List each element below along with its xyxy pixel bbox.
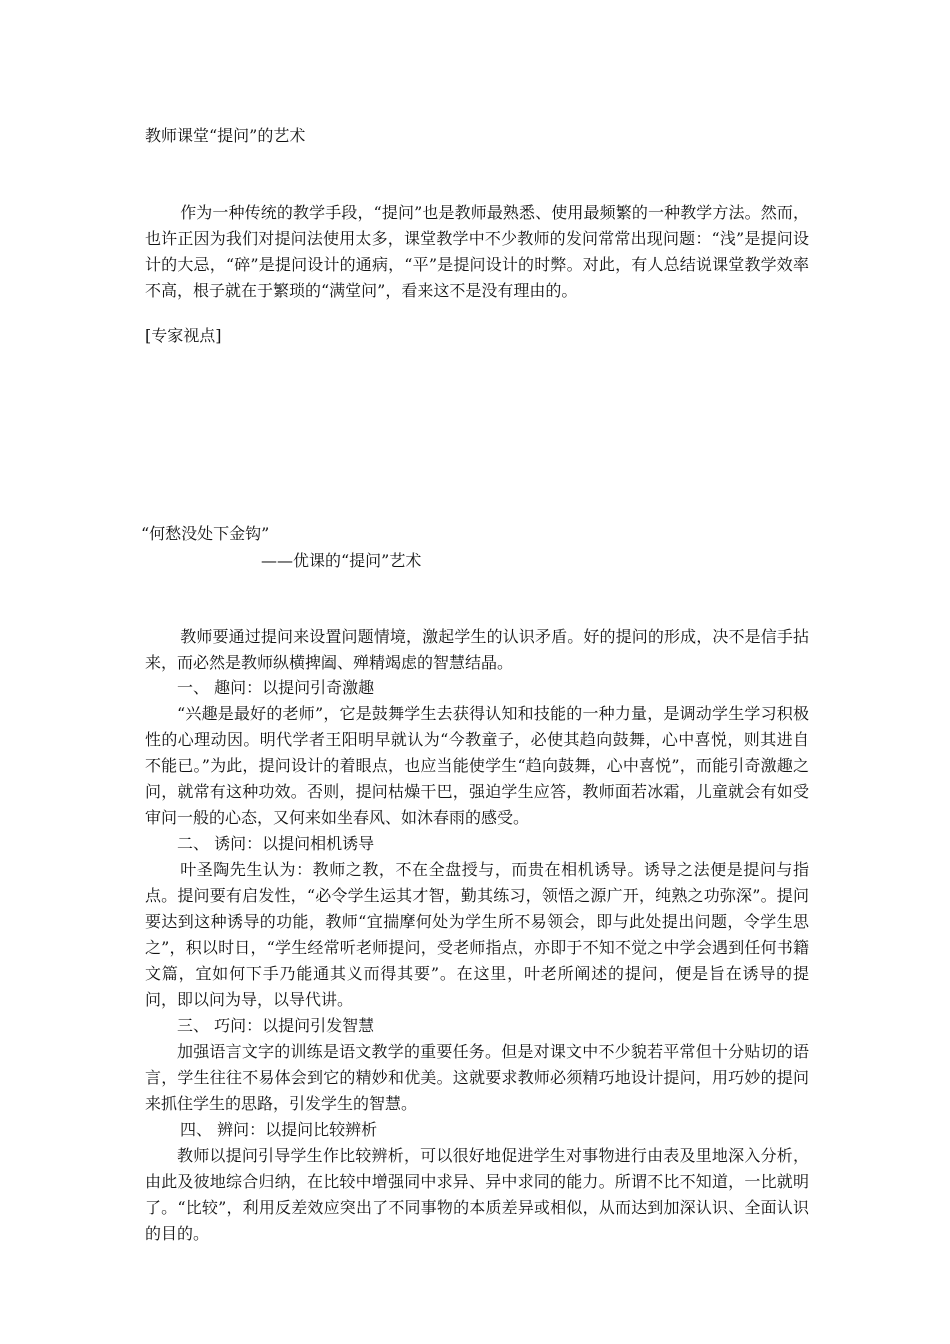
- article-title: “何愁没处下金钩”: [141, 524, 270, 543]
- section-heading-2: 二、 诱问：以提问相机诱导: [177, 834, 375, 853]
- article-subtitle: ——优课的“提问”艺术: [261, 551, 422, 570]
- document-title: 教师课堂“提问”的艺术: [145, 126, 306, 145]
- section-body-4: 教师以提问引导学生作比较辨析，可以很好地促进学生对事物进行由表及里地深入分析，由此及彼地综合归纳，在比较中增强同中求异、异中求同的能力。所谓不比不知道，一比就明了。“比较”，利用反差效应突出了不同事物的本质差异或相似，从而达到加深认识、全面认识的目的。: [145, 1146, 809, 1243]
- section-heading-3: 三、 巧问：以提问引发智慧: [177, 1016, 375, 1035]
- intro-paragraph: 作为一种传统的教学手段，“提问”也是教师最熟悉、使用最频繁的一种教学方法。然而，也许正因为我们对提问法使用太多，课堂教学中不少教师的发问常常出现问题：“浅”是提问设计的大忌，“碎”是提问设计的通病，“平”是提问设计的时弊。对此，有人总结说课堂教学效率不高，根子就在于繁琐的“满堂问”，看来这不是没有理由的。: [145, 203, 809, 300]
- section-heading-1: 一、 趣问：以提问引奇激趣: [177, 678, 375, 697]
- article-intro-paragraph: 教师要通过提问来设置问题情境，激起学生的认识矛盾。好的提问的形成，决不是信手拈来，而必然是教师纵横捭阖、殚精竭虑的智慧结晶。: [145, 627, 809, 672]
- section-body-2: 叶圣陶先生认为：教师之教，不在全盘授与，而贵在相机诱导。诱导之法便是提问与指点。提问要有启发性，“必令学生运其才智，勤其练习，领悟之源广开，纯熟之功弥深”。提问要达到这种诱导的功能，教师“宜揣摩何处为学生所不易领会，即与此处提出问题，令学生思之”，积以时日，“学生经常听老师提问，受老师指点，亦即于不知不觉之中学会遇到任何书籍文篇，宜如何下手乃能通其义而得其要”。在这里，叶老所阐述的提问，便是旨在诱导的提问，即以问为导，以导代讲。: [145, 860, 809, 1009]
- section-body-1: “兴趣是最好的老师”，它是鼓舞学生去获得认知和技能的一种力量，是调动学生学习积极性的心理动因。明代学者王阳明早就认为“今教童子，必使其趋向鼓舞，心中喜悦，则其进自不能已。”为此，提问设计的着眼点，也应当能使学生“趋向鼓舞，心中喜悦”，而能引奇激趣之问，就常有这种功效。否则，提问枯燥干巴，强迫学生应答，教师面若冰霜，儿童就会有如受审问一般的心态，又何来如坐春风、如沐春雨的感受。: [145, 704, 809, 827]
- expert-view-tag: [专家视点]: [145, 326, 222, 345]
- section-heading-4: 四、 辨问：以提问比较辨析: [180, 1120, 378, 1139]
- section-body-3: 加强语言文字的训练是语文教学的重要任务。但是对课文中不少貌若平常但十分贴切的语言，学生往往不易体会到它的精妙和优美。这就要求教师必须精巧地设计提问，用巧妙的提问来抓住学生的思路，引发学生的智慧。: [145, 1042, 809, 1113]
